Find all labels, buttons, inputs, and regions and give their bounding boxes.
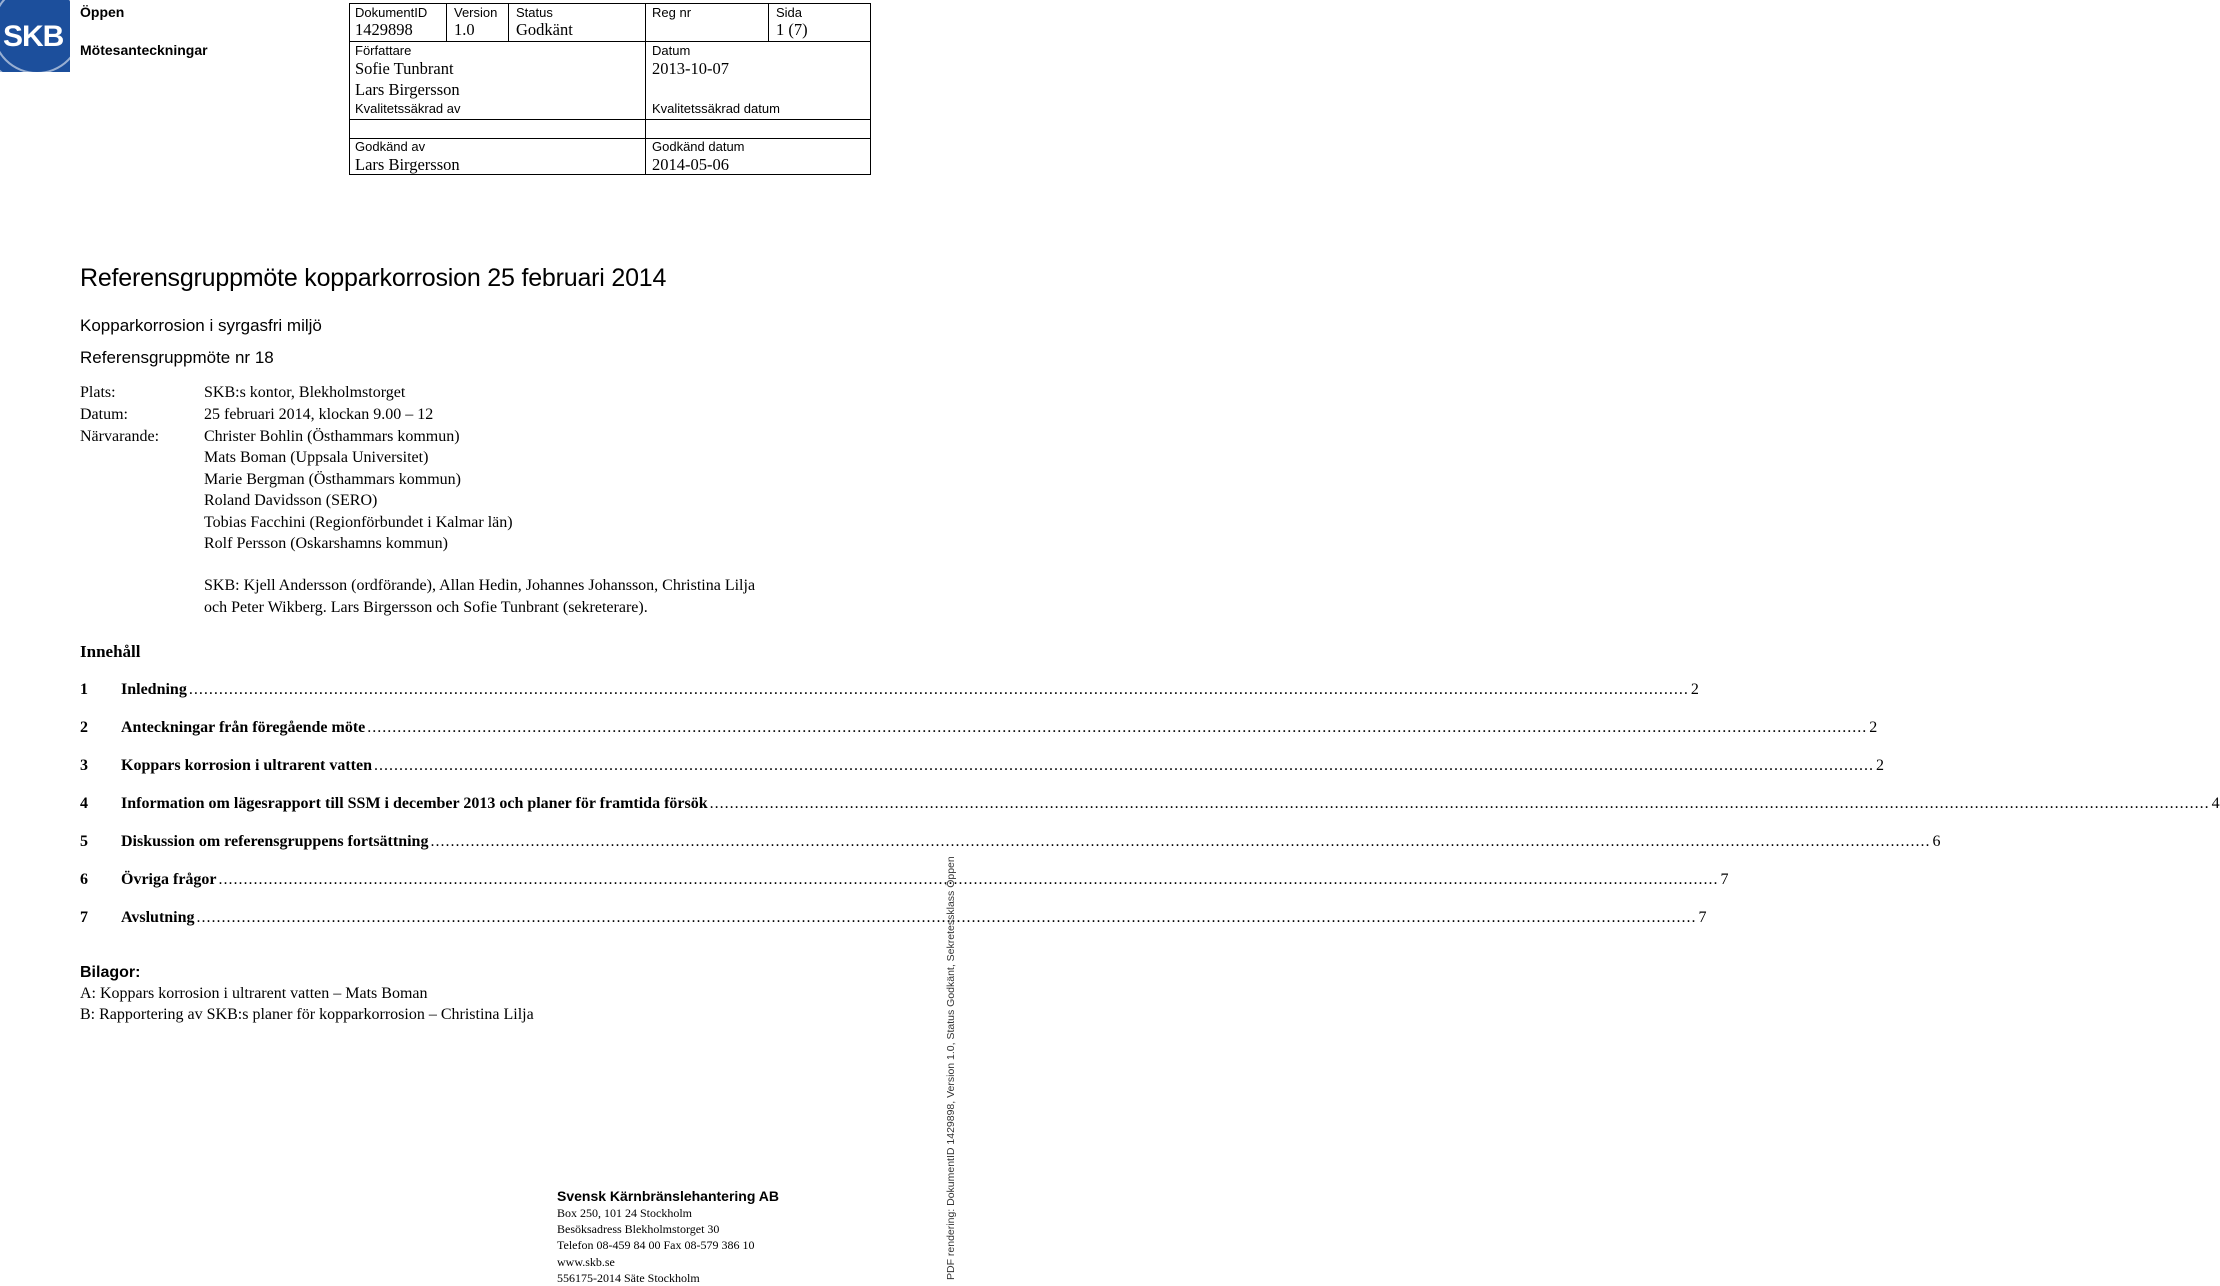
qa-date-label: Kvalitetssäkrad datum — [652, 101, 780, 116]
toc-page: 7 — [1698, 909, 1707, 926]
date-label: Datum — [652, 43, 691, 58]
document-type-label: Mötesanteckningar — [80, 42, 208, 58]
attachments-heading: Bilagor: — [80, 964, 141, 981]
toc-number: 1 — [80, 681, 88, 698]
document-id-label: DokumentID — [355, 5, 428, 20]
toc-leader: ............................................................................................................................................................................................................................................................................................................ — [373, 757, 1874, 774]
toc-leader: ............................................................................................................................................................................................................................................................................................................ — [709, 795, 2210, 812]
attachment-b: B: Rapportering av SKB:s planer för kopparkorrosion – Christina Lilja — [80, 1006, 534, 1023]
attendee-5: Tobias Facchini (Regionförbundet i Kalmar län) — [204, 514, 513, 531]
toc-page: 4 — [2211, 795, 2220, 812]
toc-item-1[interactable] — [80, 681, 1699, 703]
document-subtitle: Kopparkorrosion i syrgasfri miljö — [80, 316, 322, 335]
toc-heading: Innehåll — [80, 642, 141, 661]
toc-leader: ............................................................................................................................................................................................................................................................................................................ — [430, 833, 1931, 850]
place-label: Plats: — [80, 384, 116, 401]
toc-leader: ............................................................................................................................................................................................................................................................................................................ — [218, 871, 1719, 888]
toc-leader: ............................................................................................................................................................................................................................................................................................................ — [367, 719, 1868, 736]
version-label: Version — [454, 5, 498, 20]
toc-title: Diskussion om referensgruppens fortsättning — [121, 833, 429, 850]
skb-attendees-line-2: och Peter Wikberg. Lars Birgersson och Sofie Tunbrant (sekreterare). — [204, 599, 648, 616]
page-label: Sida — [776, 5, 803, 20]
date-info-label: Datum: — [80, 406, 128, 423]
status-label: Status — [516, 5, 553, 20]
attendee-6: Rolf Persson (Oskarshamns kommun) — [204, 535, 448, 552]
document-metadata-table — [349, 3, 871, 175]
page-value: 1 (7) — [776, 20, 808, 39]
qa-by-label: Kvalitetssäkrad av — [355, 101, 461, 116]
toc-page: 2 — [1869, 719, 1878, 736]
toc-item-2[interactable] — [80, 719, 1878, 741]
toc-item-5[interactable] — [80, 833, 1941, 855]
status-value: Godkänt — [516, 20, 573, 39]
classification-label: Öppen — [80, 4, 125, 20]
toc-title: Övriga frågor — [121, 871, 217, 888]
footer-line: 556175-2014 Säte Stockholm — [557, 1270, 700, 1285]
footer-organization: Svensk Kärnbränslehantering AB — [557, 1188, 779, 1204]
footer-line: Box 250, 101 24 Stockholm — [557, 1206, 693, 1220]
authors-label: Författare — [355, 43, 412, 58]
toc-item-7[interactable] — [80, 909, 1707, 931]
meeting-number: Referensgruppmöte nr 18 — [80, 348, 274, 367]
attachment-a: A: Koppars korrosion i ultrarent vatten – Mats Boman — [80, 985, 428, 1002]
toc-item-3[interactable] — [80, 757, 1884, 779]
toc-title: Koppars korrosion i ultrarent vatten — [121, 757, 372, 774]
toc-number: 4 — [80, 795, 88, 812]
toc-page: 7 — [1720, 871, 1729, 888]
reg-nr-label: Reg nr — [652, 5, 692, 20]
date-info-value: 25 februari 2014, klockan 9.00 – 12 — [204, 406, 434, 423]
document-title: Referensgruppmöte kopparkorrosion 25 februari 2014 — [80, 264, 667, 292]
toc-number: 3 — [80, 757, 88, 774]
document-id-value: 1429898 — [355, 20, 413, 39]
toc-page: 2 — [1875, 757, 1884, 774]
toc-title: Anteckningar från föregående möte — [121, 719, 366, 736]
pdf-rendering-note: PDF rendering: DokumentID 1429898, Version 1.0, Status Godkänt, Sekretessklass Öppen — [945, 856, 957, 1280]
attendee-1: Christer Bohlin (Östhammars kommun) — [204, 428, 460, 445]
approved-by-label: Godkänd av — [355, 139, 426, 154]
place-value: SKB:s kontor, Blekholmstorget — [204, 384, 406, 401]
attendee-3: Marie Bergman (Östhammars kommun) — [204, 471, 461, 488]
toc-title: Avslutning — [121, 909, 195, 926]
date-value: 2013-10-07 — [652, 59, 729, 78]
toc-item-4[interactable] — [80, 795, 2220, 817]
attendees-label: Närvarande: — [80, 428, 160, 445]
toc-number: 7 — [80, 909, 88, 926]
footer-line: Telefon 08-459 84 00 Fax 08-579 386 10 — [557, 1238, 755, 1253]
toc-page: 6 — [1932, 833, 1941, 850]
attendee-2: Mats Boman (Uppsala Universitet) — [204, 449, 429, 466]
toc-leader: ............................................................................................................................................................................................................................................................................................................ — [196, 909, 1697, 926]
toc-leader: ............................................................................................................................................................................................................................................................................................................ — [188, 681, 1689, 698]
footer-link[interactable]: www.skb.se — [557, 1254, 615, 1269]
approved-by-value: Lars Birgersson — [355, 155, 460, 174]
toc-number: 2 — [80, 719, 88, 736]
attachments — [80, 962, 534, 1025]
approved-date-label: Godkänd datum — [652, 139, 745, 154]
toc-page: 2 — [1690, 681, 1699, 698]
footer-address — [557, 1187, 779, 1286]
toc-title: Information om lägesrapport till SSM i december 2013 och planer för framtida försök — [121, 795, 708, 812]
author-1: Sofie Tunbrant — [355, 59, 454, 78]
toc-number: 5 — [80, 833, 88, 850]
attendee-4: Roland Davidsson (SERO) — [204, 492, 378, 509]
toc-number: 6 — [80, 871, 88, 888]
toc-item-6[interactable] — [80, 871, 1729, 893]
toc-title: Inledning — [121, 681, 187, 698]
author-2: Lars Birgersson — [355, 80, 460, 99]
logo-text: SKB — [3, 20, 64, 53]
skb-attendees-line-1: SKB: Kjell Andersson (ordförande), Allan Hedin, Johannes Johansson, Christina Lilja — [204, 577, 756, 594]
approved-date-value: 2014-05-06 — [652, 155, 729, 174]
skb-logo — [0, 0, 70, 72]
footer-line: Besöksadress Blekholmstorget 30 — [557, 1222, 720, 1237]
version-value: 1.0 — [454, 20, 475, 39]
